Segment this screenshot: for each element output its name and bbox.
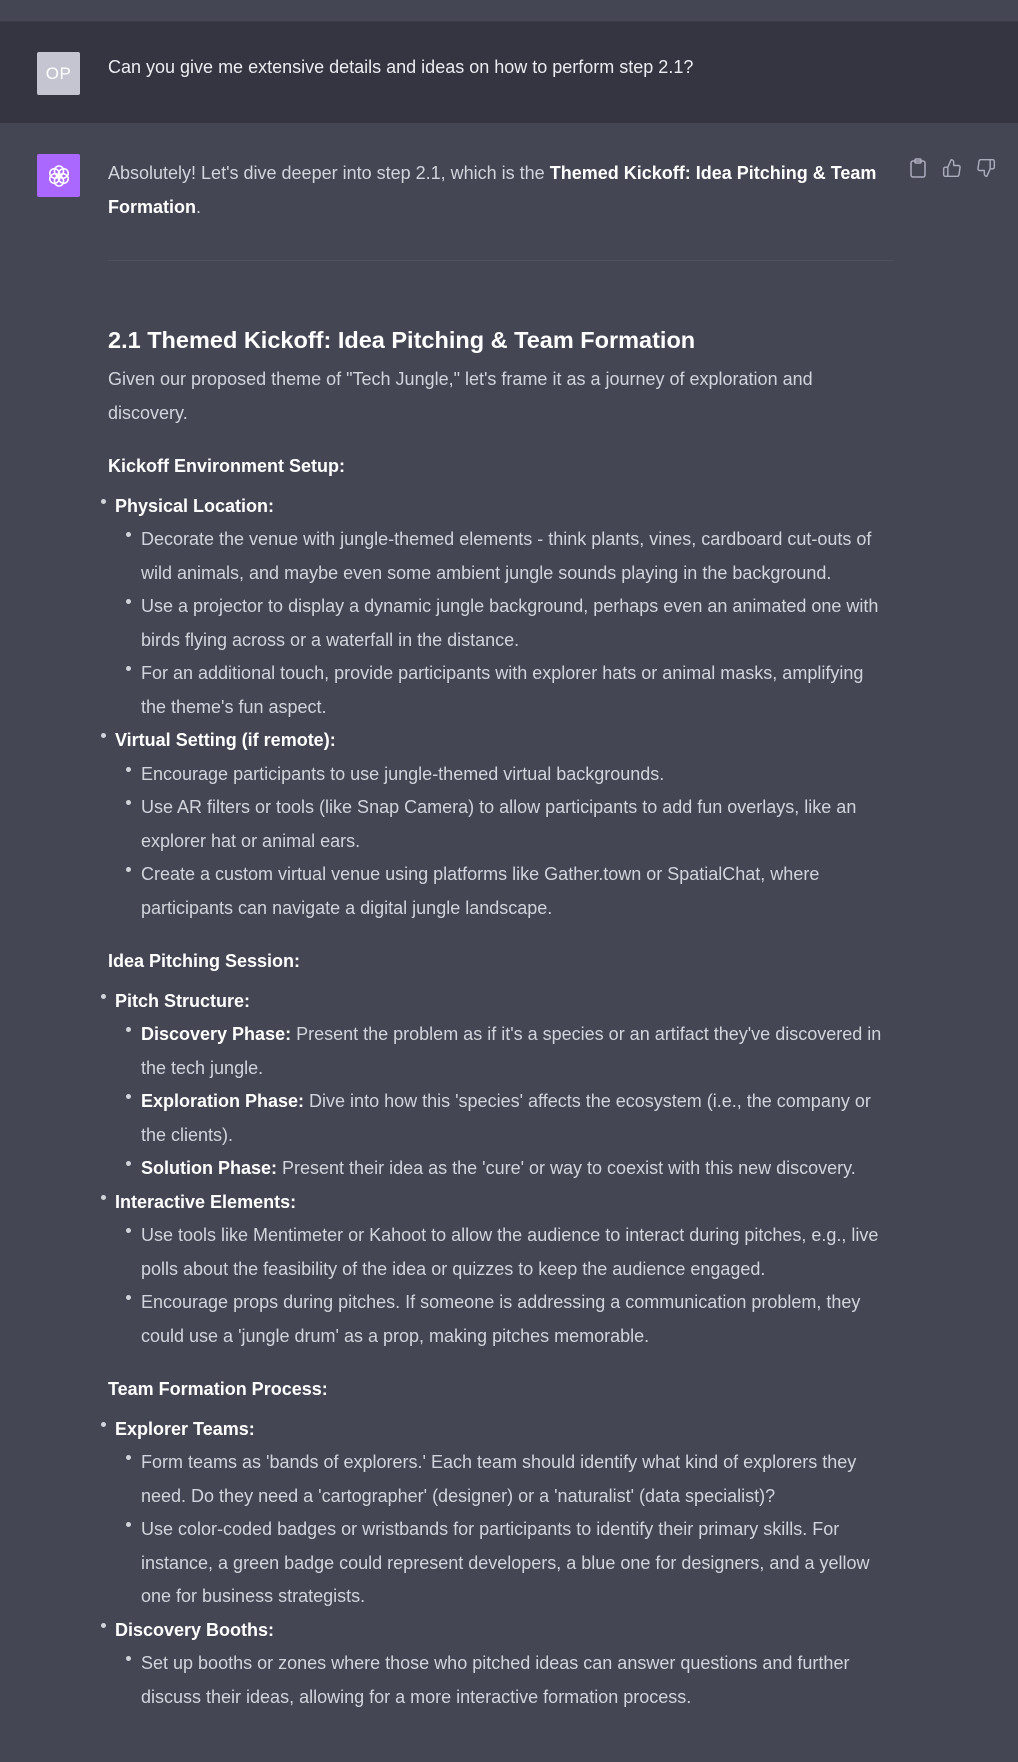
list-item xyxy=(99,985,893,1186)
top-bar xyxy=(0,0,1018,22)
sub-list-item xyxy=(125,1647,893,1714)
sub-bullet-list xyxy=(125,758,893,926)
list-item-title: Explorer Teams: xyxy=(115,1418,255,1439)
openai-logo-icon xyxy=(46,163,72,189)
assistant-intro xyxy=(108,157,893,224)
list-item xyxy=(99,1186,893,1354)
intro-end-text: . xyxy=(196,196,202,217)
intro-text: Absolutely! Let's dive deeper into step 2.1, which is the xyxy=(108,163,550,183)
sub-item-text: Present the problem as if it's a species or an artifact they've discovered in the tech jungle. xyxy=(141,1024,882,1078)
sub-list-item xyxy=(125,523,893,590)
sub-list-item xyxy=(125,590,893,657)
assistant-message-row xyxy=(0,123,1018,1762)
list-item-title: Discovery Booths: xyxy=(115,1619,275,1640)
list-item-title: Physical Location: xyxy=(115,495,275,516)
sub-item-text: Use AR filters or tools (like Snap Camera) to allow participants to add fun overlays, like an explorer hat or animal ears. xyxy=(141,797,857,851)
list-item xyxy=(99,490,893,725)
user-message-row xyxy=(0,22,1018,123)
sub-item-bold: Discovery Phase: xyxy=(141,1024,292,1044)
sub-list-item xyxy=(125,1446,893,1513)
sub-list-item xyxy=(125,1513,893,1614)
divider xyxy=(108,260,893,261)
sub-item-text: Create a custom virtual venue using platforms like Gather.town or SpatialChat, where participants can navigate a digital jungle landscape. xyxy=(141,864,820,918)
list-item-title: Pitch Structure: xyxy=(115,990,251,1011)
thumbs-up-icon[interactable] xyxy=(942,158,962,178)
sub-bullet-list xyxy=(125,1219,893,1353)
sub-item-text: Use tools like Mentimeter or Kahoot to allow the audience to interact during pitches, e.g., live polls about the feasibility of the idea or quizzes to keep the audience engaged. xyxy=(141,1225,879,1279)
user-message-text: Can you give me extensive details and ideas on how to perform step 2.1? xyxy=(108,57,694,77)
section-title: Idea Pitching Session: xyxy=(108,951,301,971)
bullet-list xyxy=(99,985,893,1354)
list-item-title: Virtual Setting (if remote): xyxy=(115,730,336,750)
sections-container xyxy=(108,450,893,1714)
sub-item-text: Present their idea as the 'cure' or way to coexist with this new discovery. xyxy=(277,1158,856,1178)
list-item xyxy=(99,724,893,925)
sub-item-text: Decorate the venue with jungle-themed elements - think plants, vines, cardboard cut-outs of wild animals, and maybe even some ambient jungle sounds playing in the background. xyxy=(141,529,872,583)
assistant-message-content xyxy=(108,157,893,1734)
sub-list-item xyxy=(125,1219,893,1286)
sub-list-item xyxy=(125,758,893,792)
sub-list-item xyxy=(125,657,893,724)
user-avatar: OP xyxy=(37,52,80,95)
sub-item-text: Encourage props during pitches. If someone is addressing a communication problem, they could use a 'jungle drum' as a prop, making pitches memorable. xyxy=(141,1292,861,1346)
intro-bold-text: Themed Kickoff: Idea Pitching & Team Formation xyxy=(108,163,877,217)
sub-list-item xyxy=(125,858,893,925)
sub-bullet-list xyxy=(125,1446,893,1614)
section-heading: 2.1 Themed Kickoff: Idea Pitching & Team Formation xyxy=(108,327,696,353)
sub-bullet-list xyxy=(125,1647,893,1714)
lead-paragraph: Given our proposed theme of "Tech Jungle," let's frame it as a journey of exploration and discovery. xyxy=(108,369,813,423)
bullet-list xyxy=(99,490,893,926)
section-title: Team Formation Process: xyxy=(108,1379,328,1399)
sub-item-text: Dive into how this 'species' affects the ecosystem (i.e., the company or the clients). xyxy=(141,1091,871,1145)
sub-bullet-list xyxy=(125,523,893,724)
sub-item-bold: Exploration Phase: xyxy=(141,1091,305,1111)
sub-bullet-list xyxy=(125,1018,893,1186)
sub-list-item xyxy=(125,1085,893,1152)
sub-list-item xyxy=(125,791,893,858)
thumbs-down-icon[interactable] xyxy=(976,158,996,178)
bullet-list xyxy=(99,1413,893,1715)
section-title: Kickoff Environment Setup: xyxy=(108,456,346,476)
sub-item-text: Encourage participants to use jungle-themed virtual backgrounds. xyxy=(141,763,665,784)
assistant-avatar xyxy=(37,154,80,197)
sub-item-text: Use color-coded badges or wristbands for participants to identify their primary skills. For instance, a green badge could represent developers, a blue one for designers, and a yellow one for business strategists. xyxy=(141,1519,870,1606)
sub-list-item xyxy=(125,1286,893,1353)
sub-item-text: For an additional touch, provide participants with explorer hats or animal masks, amplifying the theme's fun aspect. xyxy=(141,663,864,717)
sub-item-text: Use a projector to display a dynamic jungle background, perhaps even an animated one with birds flying across or a waterfall in the distance. xyxy=(141,596,879,650)
sub-item-bold: Solution Phase: xyxy=(141,1158,278,1178)
list-item-title: Interactive Elements: xyxy=(115,1191,297,1212)
list-item xyxy=(99,1413,893,1614)
list-item xyxy=(99,1614,893,1715)
clipboard-icon[interactable] xyxy=(908,158,928,178)
sub-item-text: Form teams as 'bands of explorers.' Each team should identify what kind of explorers they need. Do they need a 'cartographer' (designer) or a 'naturalist' (data specialist)? xyxy=(141,1452,857,1506)
sub-list-item xyxy=(125,1152,893,1186)
sub-list-item xyxy=(125,1018,893,1085)
sub-item-text: Set up booths or zones where those who pitched ideas can answer questions and further discuss their ideas, allowing for a more interactive formation process. xyxy=(141,1653,850,1707)
message-actions xyxy=(908,158,996,178)
